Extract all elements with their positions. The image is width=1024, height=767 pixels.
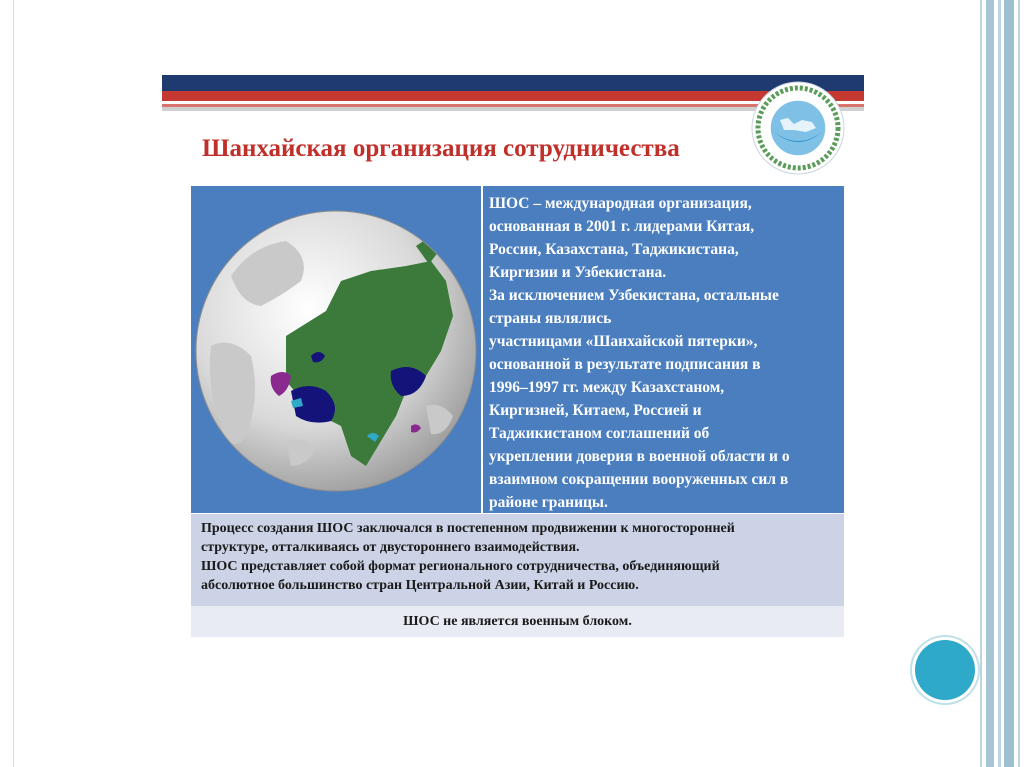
description-text: ШОС – международная организация, основанная в 2001 г. лидерами Китая, России, Казахстана, Таджикистана, Киргизии и Узбекистана. За исключением Узбекистана, остальные страны являлись участницами «Шанхайской пятерки», основанной в результате подписания в 1996–1997 гг. между Казахстаном, Киргизней, Китаем, Россией и Таджикистаном соглашений об укреплении доверия в военной области и о взаимном сокращении вооруженных сил в районе границы.	[489, 195, 790, 511]
process-panel	[191, 514, 844, 606]
map-panel	[191, 186, 481, 513]
footer-panel	[191, 606, 844, 637]
footer-text: ШОС не является военным блоком.	[403, 614, 632, 629]
description-panel	[483, 186, 844, 513]
process-text: Процесс создания ШОС заключался в постепенном продвижении к многосторонней структуре, отталкиваясь от двустороннего взаимодействия. ШОС представляет собой формат регионального сотрудничества, объединяющий абсолютное большинство стран Центральной Азии, Китай и Россию.	[201, 521, 735, 593]
slide-content	[162, 75, 864, 646]
decorative-circle-icon	[915, 640, 975, 700]
decorative-stripes	[978, 0, 1024, 767]
sco-emblem-icon	[750, 80, 846, 176]
slide-title: Шанхайская организация сотрудничества	[202, 135, 680, 162]
globe-map-icon	[191, 186, 481, 513]
